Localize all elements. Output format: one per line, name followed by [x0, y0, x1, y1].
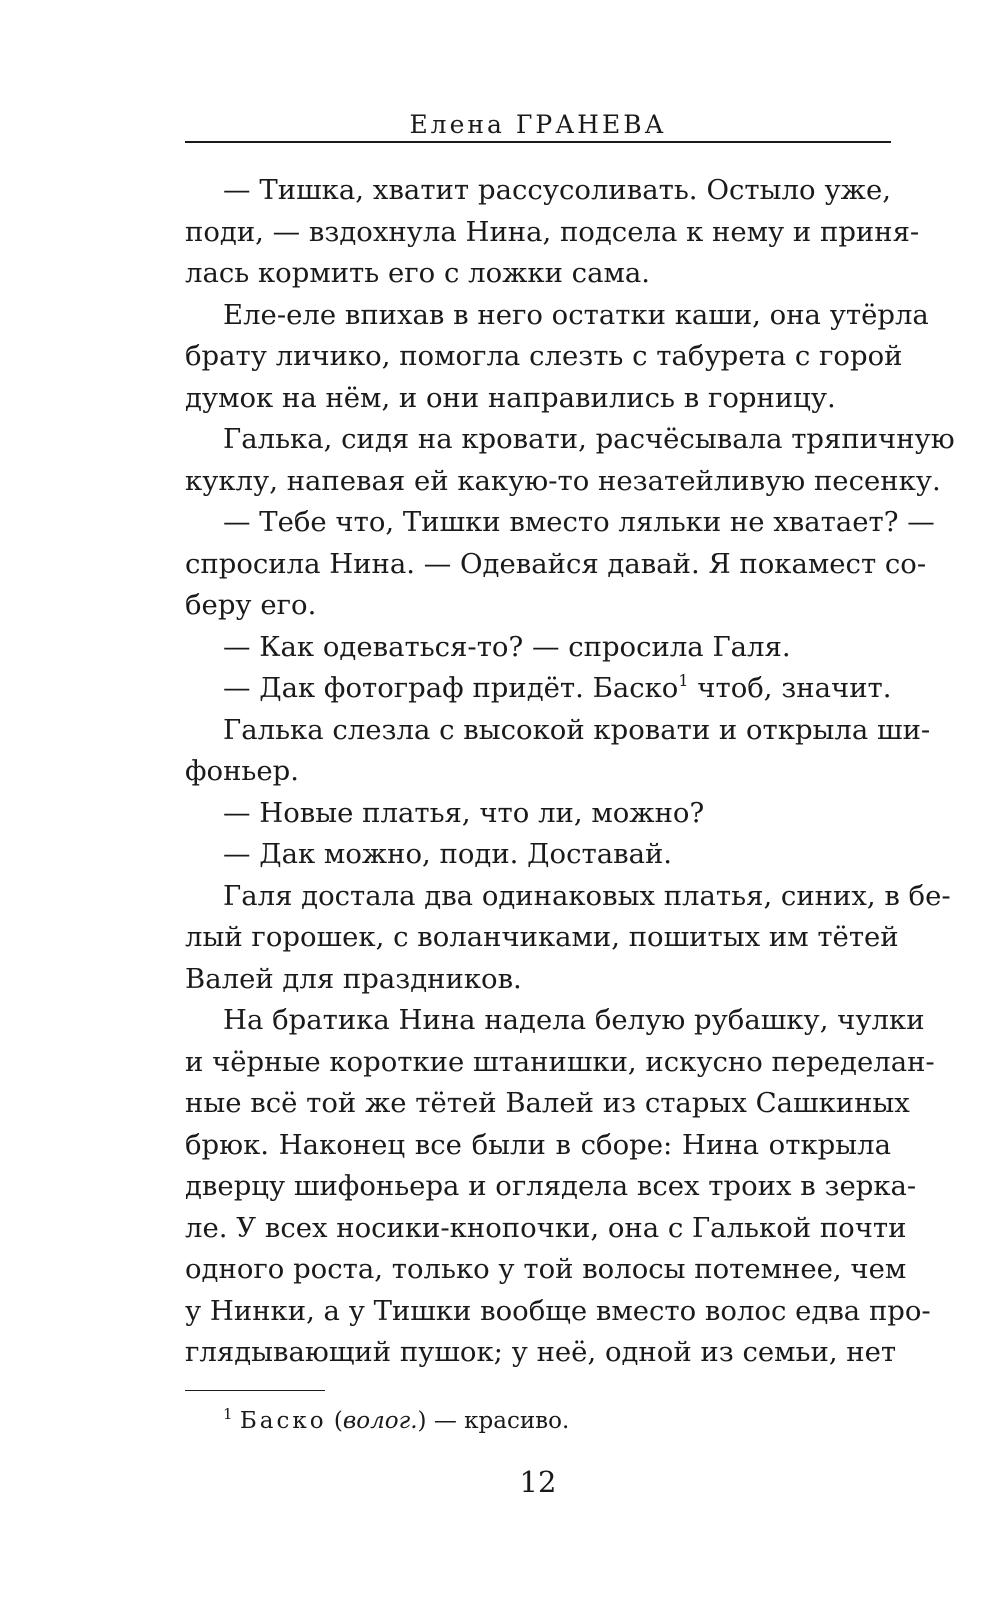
text-line: фоньер. — [185, 755, 300, 787]
text-line: глядывающий пушок; у неё, одной из семьи, нет — [185, 1336, 897, 1368]
text-line: брату личико, помогла слезть с табурета с горой — [185, 340, 903, 372]
text-line: куклу, напевая ей какую-то незатейливую песенку. — [185, 464, 941, 497]
footnote-paren: ( — [326, 1408, 343, 1434]
text-line: одного роста, только у той волосы потемнее, чем — [185, 1253, 907, 1285]
text-line: Еле-еле впихав в него остатки каши, она утёрла — [223, 298, 929, 331]
running-head-author: Елена ГРАНЕВА — [409, 110, 667, 139]
text-line: Галька слезла с высокой кровати и открыла ши- — [223, 713, 931, 746]
footnote-marker: 1 — [223, 1405, 233, 1423]
text-line: — Дак можно, поди. Доставай. — [223, 838, 673, 870]
paragraph — [185, 876, 951, 1001]
page-number: 12 — [519, 1465, 557, 1499]
paragraph — [185, 668, 891, 710]
footnote-reference[interactable]: 1 — [678, 671, 689, 690]
footnote-definition: ) — красиво. — [417, 1408, 570, 1434]
text-line-with-footnote-ref — [185, 668, 891, 710]
text-line: думок на нём, и они направились в горницу. — [185, 381, 836, 414]
text-line: — Как одеваться-то? — спросила Галя. — [223, 630, 791, 663]
text-line: беру его. — [185, 589, 317, 621]
text-line: — Тишка, хватит рассусоливать. Остыло уже, — [223, 174, 891, 206]
paragraph — [185, 502, 935, 627]
main-text — [185, 170, 955, 1374]
paragraph — [185, 1000, 935, 1374]
paragraph — [185, 793, 891, 835]
text-line: поди, — вздохнула Нина, подсела к нему и приня- — [185, 215, 920, 248]
text-line: лась кормить его с ложки сама. — [185, 257, 651, 289]
text-fragment: чтоб, значит. — [688, 672, 892, 704]
text-line: ные всё той же тётей Валей из старых Сашкиных — [185, 1087, 910, 1119]
paragraph — [185, 170, 920, 295]
text-line: и чёрные короткие штанишки, искусно переделан- — [185, 1045, 935, 1078]
text-line: у Нинки, а у Тишки вообще вместо волос едва про- — [185, 1294, 931, 1327]
paragraph — [185, 295, 929, 420]
text-line: — Тебе что, Тишки вместо ляльки не хватает? — — [223, 506, 935, 538]
paragraph — [185, 710, 931, 793]
text-line: Галя достала два одинаковых платья, синих, в бе- — [223, 879, 951, 912]
text-line: — Новые платья, что ли, можно? — [223, 796, 705, 829]
text-line: лый горошек, с воланчиками, пошитых им тётей — [185, 921, 899, 953]
text-line: дверцу шифоньера и оглядела всех троих в зерка- — [185, 1170, 917, 1202]
footnote — [223, 1405, 569, 1437]
footnote-term: Баско — [239, 1408, 327, 1434]
paragraph — [185, 419, 955, 502]
text-line: Валей для праздников. — [185, 962, 522, 995]
paragraph — [185, 627, 891, 669]
text-line: Галька, сидя на кровати, расчёсывала тряпичную — [223, 423, 955, 455]
text-line: брюк. Наконец все были в сборе: Нина открыла — [185, 1128, 891, 1161]
paragraph — [185, 834, 891, 876]
text-line: спросила Нина. — Одевайся давай. Я покамест со- — [185, 547, 927, 580]
text-line: На братика Нина надела белую рубашку, чулки — [223, 1004, 925, 1036]
footnote-rule — [185, 1390, 325, 1391]
footnote-label: волог. — [342, 1408, 418, 1434]
text-fragment: — Дак фотограф придёт. Баско — [223, 672, 679, 704]
text-line: ле. У всех носики-кнопочки, она с Галькой почти — [185, 1211, 907, 1244]
header-rule — [185, 141, 891, 143]
